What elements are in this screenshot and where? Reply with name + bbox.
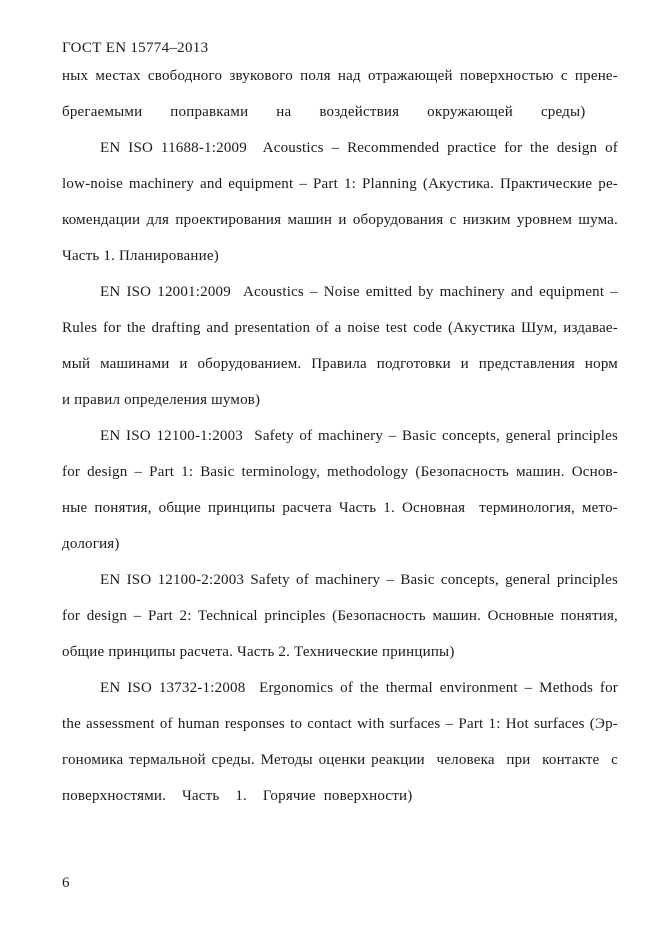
text-line: the assessment of human responses to contact with surfaces – Part 1: Hot surfaces (Эр- xyxy=(62,716,618,732)
text-line: мый машинами и оборудованием. Правила подготовки и представления норм xyxy=(62,356,618,372)
page-number: 6 xyxy=(62,875,70,891)
text-line: EN ISO 12100-1:2003 Safety of machinery – Basic concepts, general principles xyxy=(100,428,618,444)
text-line: брегаемыми поправками на воздействия окружающей среды) xyxy=(62,104,586,120)
text-line: Rules for the drafting and presentation of a noise test code (Акустика Шум, издавае- xyxy=(62,320,618,336)
document-designation-header: ГОСТ EN 15774–2013 xyxy=(62,40,209,56)
text-line: ные понятия, общие принципы расчета Часть 1. Основная терминология, мето- xyxy=(62,500,618,516)
document-text-body xyxy=(62,58,618,814)
text-line: и правил определения шумов) xyxy=(62,392,261,408)
text-line: for design – Part 2: Technical principles (Безопасность машин. Основные понятия, xyxy=(62,608,618,624)
text-line: гономика термальной среды. Методы оценки реакции человека при контакте с xyxy=(62,752,618,768)
text-line: EN ISO 13732-1:2008 Ergonomics of the thermal environment – Methods for xyxy=(100,680,618,696)
text-line: EN ISO 12001:2009 Acoustics – Noise emitted by machinery and equipment – xyxy=(100,284,618,300)
text-line: EN ISO 11688-1:2009 Acoustics – Recommended practice for the design of xyxy=(100,140,618,156)
text-line: for design – Part 1: Basic terminology, methodology (Безопасность машин. Основ- xyxy=(62,464,618,480)
text-line: поверхностями. Часть 1. Горячие поверхности) xyxy=(62,788,413,804)
text-line: low-noise machinery and equipment – Part 1: Planning (Акустика. Практические ре- xyxy=(62,176,618,192)
text-line: EN ISO 12100-2:2003 Safety of machinery – Basic concepts, general principles xyxy=(100,572,618,588)
text-line: ных местах свободного звукового поля над отражающей поверхностью с прене- xyxy=(62,68,618,84)
text-line: дология) xyxy=(62,536,120,552)
text-line: общие принципы расчета. Часть 2. Технические принципы) xyxy=(62,644,455,660)
text-line: Часть 1. Планирование) xyxy=(62,248,219,264)
text-line: комендации для проектирования машин и оборудования с низким уровнем шума. xyxy=(62,212,618,228)
